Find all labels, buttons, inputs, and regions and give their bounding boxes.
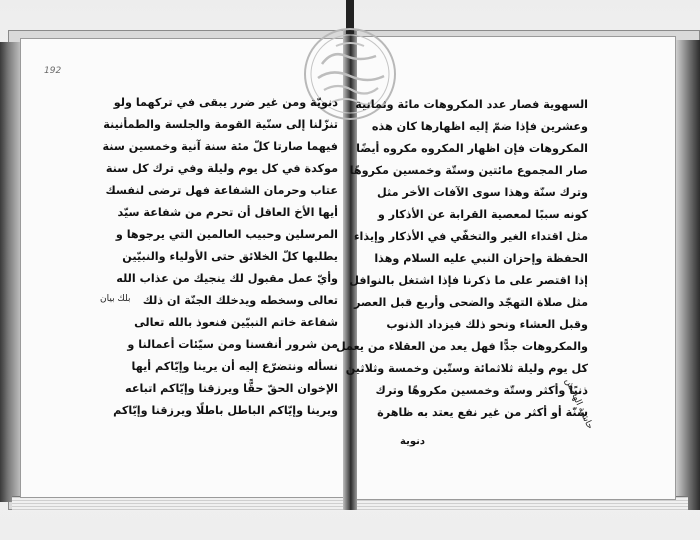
- text-line: ذنبًا وأكثر وستّة وخمسين مكروهًا وترك: [375, 384, 588, 397]
- text-line: السهوية فصار عدد المكروهات مائة وثمانية: [355, 98, 588, 111]
- text-line: تنزّلنا إلى سنّية القومة والجلسة والطمأنينة: [103, 118, 338, 131]
- text-line: والمكروهات جدًّا فهل يعد من العقلاء من يعمل: [335, 340, 588, 353]
- folio-number: 192: [44, 66, 62, 76]
- left-margin-note: بلك بيان: [100, 294, 131, 304]
- right-margin-note: حاشية الهامش: [562, 377, 595, 431]
- text-line: مثل اقتداء الغير والتخفّي في الأذكار وإيذاء: [353, 230, 588, 243]
- text-line: الحفظة وإحزان النبي عليه السلام وهذا: [374, 252, 588, 265]
- text-line: كل يوم وليلة ثلاثمائة وستّين وخمسة وثلاثين: [345, 362, 588, 375]
- text-line: المرسلين وحبيب العالمين التي يرجوها و: [115, 228, 338, 241]
- text-line: شفاعة خاتم النبيّين فنعوذ بالله تعالى: [134, 316, 338, 329]
- text-line: كونه سببًا لمعصية القرابة عن الأذكار و: [377, 208, 588, 221]
- text-line: تعالى وسخطه ويدخلك الجنّة ان ذلك: [142, 294, 338, 307]
- text-line: فيهما صارتا كلّ مئة سنة آنية وخمسين سنة: [102, 140, 338, 153]
- text-line: الإخوان الحقّ حقًّا ويرزقنا وإيّاكم اتباعه: [125, 382, 338, 395]
- text-line: وقبل العشاء ونحو ذلك فيزداد الذنوب: [386, 318, 588, 331]
- text-line: مثل صلاة التهجّد والضحى وأربع قبل العصر: [354, 296, 588, 309]
- text-line: من شرور أنفسنا ومن سيّئات أعمالنا و: [127, 338, 338, 351]
- text-line: نسأله ونتضرّع إليه أن يرينا وإيّاكم أيها: [131, 360, 338, 373]
- right-catchword: دنوية: [400, 436, 425, 447]
- text-line: وأيّ عمل مقبول لك ينجيك من عذاب الله: [116, 272, 338, 285]
- text-line: يطلبها كلّ الخلائق حتى الأولياء والنبيّين: [122, 250, 338, 263]
- text-line: ويرينا وإيّاكم الباطل باطلًا ويرزقنا وإيّاكم: [113, 404, 338, 417]
- right-page-text: [335, 94, 588, 424]
- text-line: وعشرين فإذا ضمّ إليه اظهارها كان هذه: [371, 120, 588, 133]
- left-board-edge: [0, 42, 20, 502]
- text-line: أيها الأخ العاقل أن تحرم من شفاعة سيّد: [117, 206, 338, 219]
- text-line: إذا اقتصر على ما ذكرنا فإذا اشتغل بالنوافل: [349, 274, 588, 287]
- right-board-edge: [676, 40, 700, 510]
- text-line: دنويّة ومن غير ضرر يبقى في تركهما ولو: [113, 96, 338, 109]
- text-line: صار المجموع مائتين وستّة وخمسين مكروهًا: [349, 164, 588, 177]
- text-line: وترك سنّة وهذا سوى الآفات الأخر مثل: [377, 186, 588, 199]
- text-line: سنّة أو أكثر من غير نفع يعتد به ظاهرة: [377, 406, 588, 419]
- text-line: المكروهات فإن اظهار المكروه مكروه أيضًا: [356, 142, 588, 155]
- text-line: عتاب وحرمان الشفاعة فهل ترضى لنفسك: [105, 184, 338, 197]
- text-line: موكدة في كل يوم وليلة وفي ترك كل سنة: [105, 162, 338, 175]
